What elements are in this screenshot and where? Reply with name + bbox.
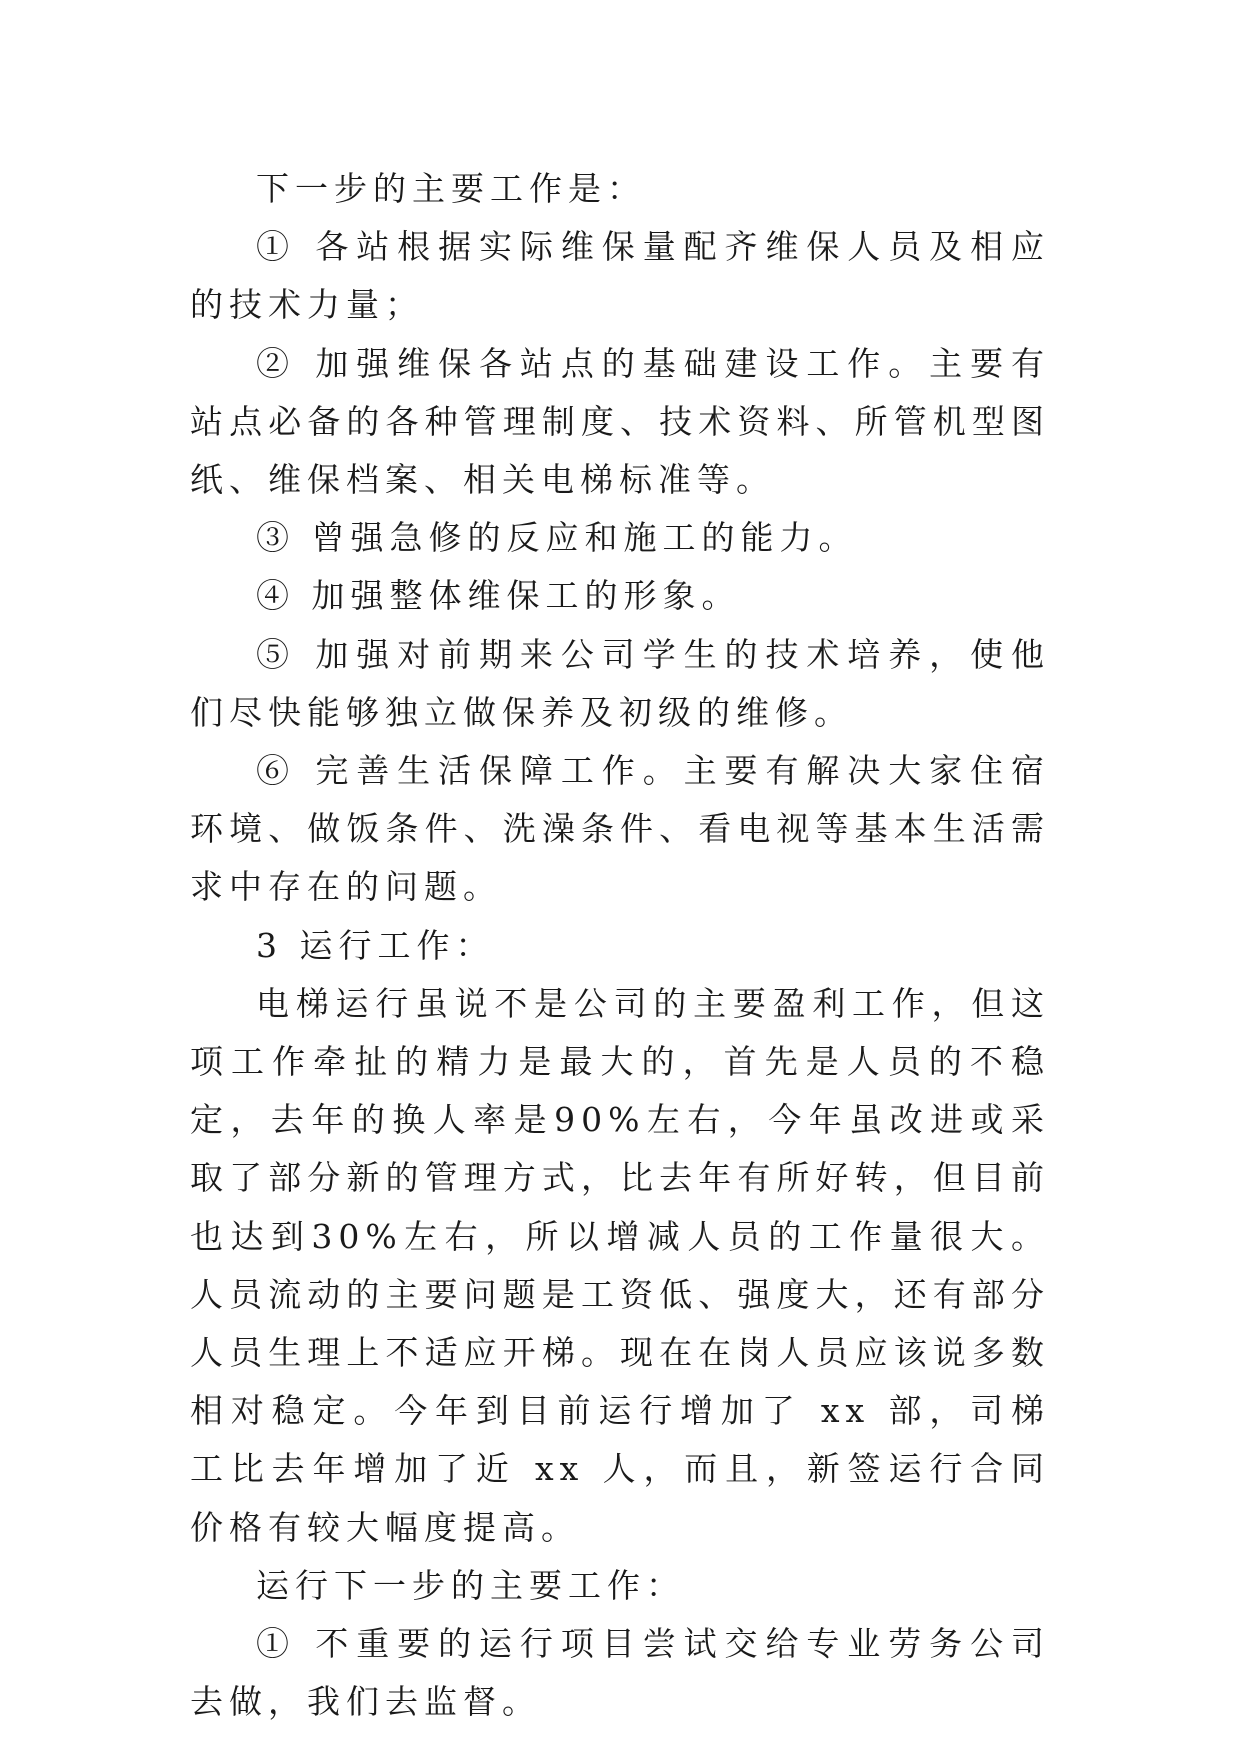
document-body [190,160,1050,1731]
list-item-1: ① 各站根据实际维保量配齐维保人员及相应的技术力量； [190,227,1050,325]
section-heading-operation: 3 运行工作： [256,925,495,965]
operation-paragraph: 电梯运行虽说不是公司的主要盈利工作，但这项工作牵扯的精力是最大的，首先是人员的不稳定，去年的换人率是90%左右，今年虽改进或采取了部分新的管理方式，比去年有所好转，但目前也达到30%左右，所以增减人员的工作量很大。人员流动的主要问题是工资低、强度大，还有部分人员生理上不适应开梯。现在在岗人员应该说多数相对稳定。今年到目前运行增加了 xx 部，司梯工比去年增加了近 xx 人，而且，新签运行合同价格有较大幅度提高。 [190,983,1050,1547]
list-item-3: ③ 曾强急修的反应和施工的能力。 [256,518,858,558]
heading-next-steps: 下一步的主要工作是： [256,169,646,208]
list-item-4: ④ 加强整体维保工的形象。 [256,576,741,616]
list-item-6: ⑥ 完善生活保障工作。主要有解决大家住宿环境、做饭条件、洗澡条件、看电视等基本生活需求中存在的问题。 [190,751,1050,907]
operation-list-item-1: ① 不重要的运行项目尝试交给专业劳务公司去做，我们去监督。 [190,1624,1050,1722]
heading-operation-next-steps: 运行下一步的主要工作： [256,1565,685,1605]
list-item-5: ⑤ 加强对前期来公司学生的技术培养，使他们尽快能够独立做保养及初级的维修。 [190,634,1050,732]
list-item-2: ② 加强维保各站点的基础建设工作。主要有站点必备的各种管理制度、技术资料、所管机型图纸、维保档案、相关电梯标准等。 [190,343,1050,500]
